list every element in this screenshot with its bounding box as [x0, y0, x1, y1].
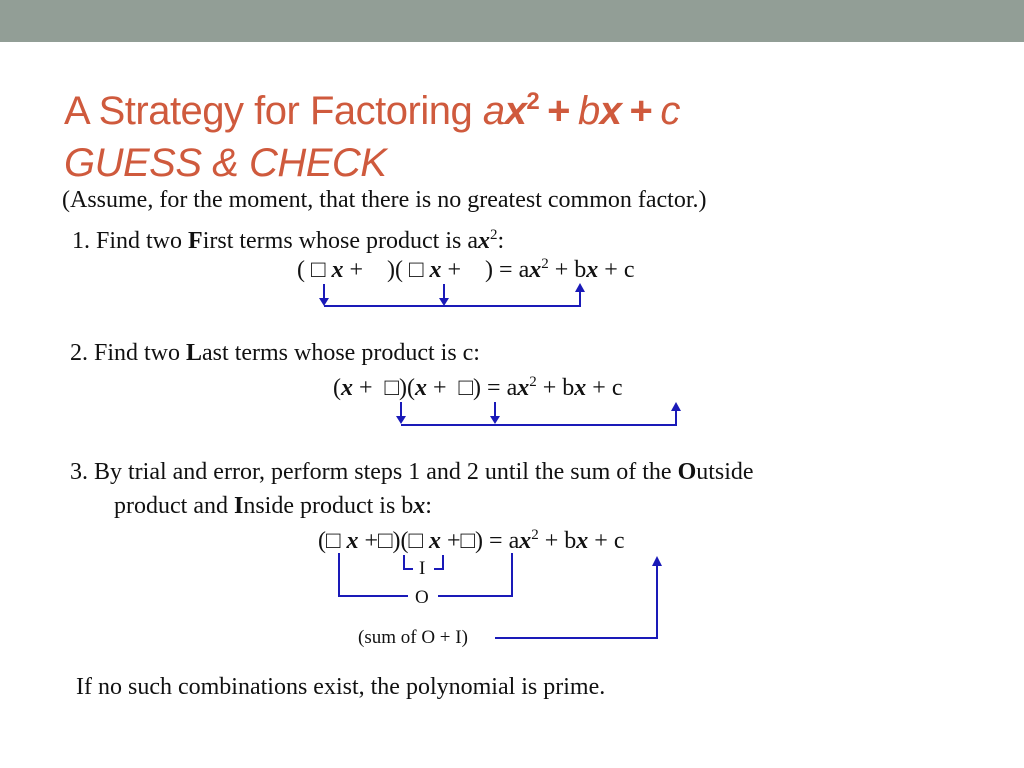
title-plus-2: +	[629, 89, 653, 133]
inside-bracket-left	[404, 555, 413, 569]
step-1-equation	[297, 256, 634, 284]
step-3-connectors	[339, 553, 662, 638]
arrow-head	[439, 298, 449, 306]
intro-note: (Assume, for the moment, that there is no greatest common factor.)	[62, 187, 707, 213]
arrow-head	[652, 556, 662, 566]
step-3-text-line-2	[114, 492, 432, 520]
eq3-x: x	[429, 528, 442, 554]
eq1-x: x	[586, 257, 599, 283]
eq3-part: (□	[318, 528, 347, 554]
eq2-x: x	[517, 375, 530, 401]
outside-bracket-right	[438, 553, 512, 596]
outside-bracket-left	[339, 553, 408, 596]
eq1-x: x	[529, 257, 542, 283]
eq3-sup: 2	[531, 527, 539, 543]
title-c: c	[660, 89, 680, 133]
eq3-part: + c	[588, 528, 625, 554]
step-2-pre: 2. Find two	[70, 340, 187, 366]
eq1-x: x	[331, 257, 344, 283]
eq2-sup: 2	[529, 374, 537, 390]
step-3-x: x	[413, 493, 426, 519]
step-2-up-arrow	[401, 407, 676, 425]
step-3-l2-pre: product and	[114, 493, 234, 519]
step-1-end: :	[497, 228, 505, 254]
eq1-x: x	[429, 257, 442, 283]
step-3-bold-i: I	[233, 493, 244, 519]
eq2-part: + □) = a	[427, 375, 518, 401]
step-1-sup: 2	[489, 227, 498, 243]
step-2-equation	[333, 374, 622, 402]
step-1-up-arrow	[324, 288, 580, 306]
arrow-head	[319, 298, 329, 306]
inside-bracket-right	[434, 555, 443, 569]
eq3-part: +□)(□	[358, 528, 430, 554]
step-1-bold-letter: F	[188, 228, 203, 254]
eq1-sup: 2	[541, 256, 549, 272]
eq3-x: x	[576, 528, 589, 554]
eq1-part: + c	[598, 257, 635, 283]
outside-label: O	[415, 587, 429, 608]
step-1-arrows	[319, 283, 585, 306]
sum-arrow	[495, 562, 657, 638]
step-1-x: x	[477, 228, 490, 254]
eq3-x: x	[346, 528, 359, 554]
step-3-end: :	[425, 493, 432, 519]
title-a: a	[482, 89, 505, 133]
sum-label: (sum of O + I)	[358, 627, 468, 648]
eq3-part: +□) = a	[441, 528, 520, 554]
eq2-part: + c	[586, 375, 623, 401]
inside-label: I	[419, 558, 426, 579]
arrow-head	[396, 416, 406, 424]
eq3-part: + b	[538, 528, 577, 554]
title-subtitle: GUESS & CHECK	[64, 141, 387, 185]
eq2-x: x	[341, 375, 353, 401]
eq1-part: ( □	[297, 257, 332, 283]
conclusion-text: If no such combinations exist, the polynomial is prime.	[76, 674, 606, 700]
step-3-post: utside	[696, 459, 754, 485]
step-2-post: ast terms whose product is c:	[202, 340, 480, 366]
eq2-x: x	[415, 375, 428, 401]
title-plus-1: +	[547, 89, 571, 133]
step-3-equation	[318, 527, 624, 555]
eq1-part: + ) = a	[441, 257, 530, 283]
step-2-text	[70, 339, 480, 367]
top-bar	[0, 0, 1024, 42]
step-3-pre: 3. By trial and error, perform steps 1 and 2 until the sum of the	[70, 459, 678, 485]
arrow-head	[671, 402, 681, 411]
eq2-x: x	[574, 375, 587, 401]
step-1-text	[72, 221, 504, 255]
slide-title	[64, 76, 680, 189]
eq1-part: + )( □	[343, 257, 430, 283]
title-exponent: 2	[526, 88, 540, 115]
step-3-text	[70, 458, 754, 486]
title-x1: x	[504, 89, 527, 133]
eq3-x: x	[519, 528, 532, 554]
step-3-bold-o: O	[677, 459, 697, 485]
eq2-part: (	[333, 375, 341, 401]
arrow-head	[490, 416, 500, 424]
step-3-l2-post: nside product is b	[243, 493, 414, 519]
step-1-post: irst terms whose product is a	[202, 228, 478, 254]
title-x2: x	[599, 89, 622, 133]
eq2-part: + b	[536, 375, 575, 401]
step-2-arrows	[396, 402, 681, 425]
step-2-bold-letter: L	[186, 340, 203, 366]
arrow-head	[575, 283, 585, 292]
title-prefix: A Strategy for Factoring	[64, 89, 483, 133]
eq1-part: + b	[548, 257, 587, 283]
eq2-part: + □)(	[353, 375, 416, 401]
title-b: b	[578, 89, 600, 133]
step-1-pre: 1. Find two	[72, 228, 189, 254]
